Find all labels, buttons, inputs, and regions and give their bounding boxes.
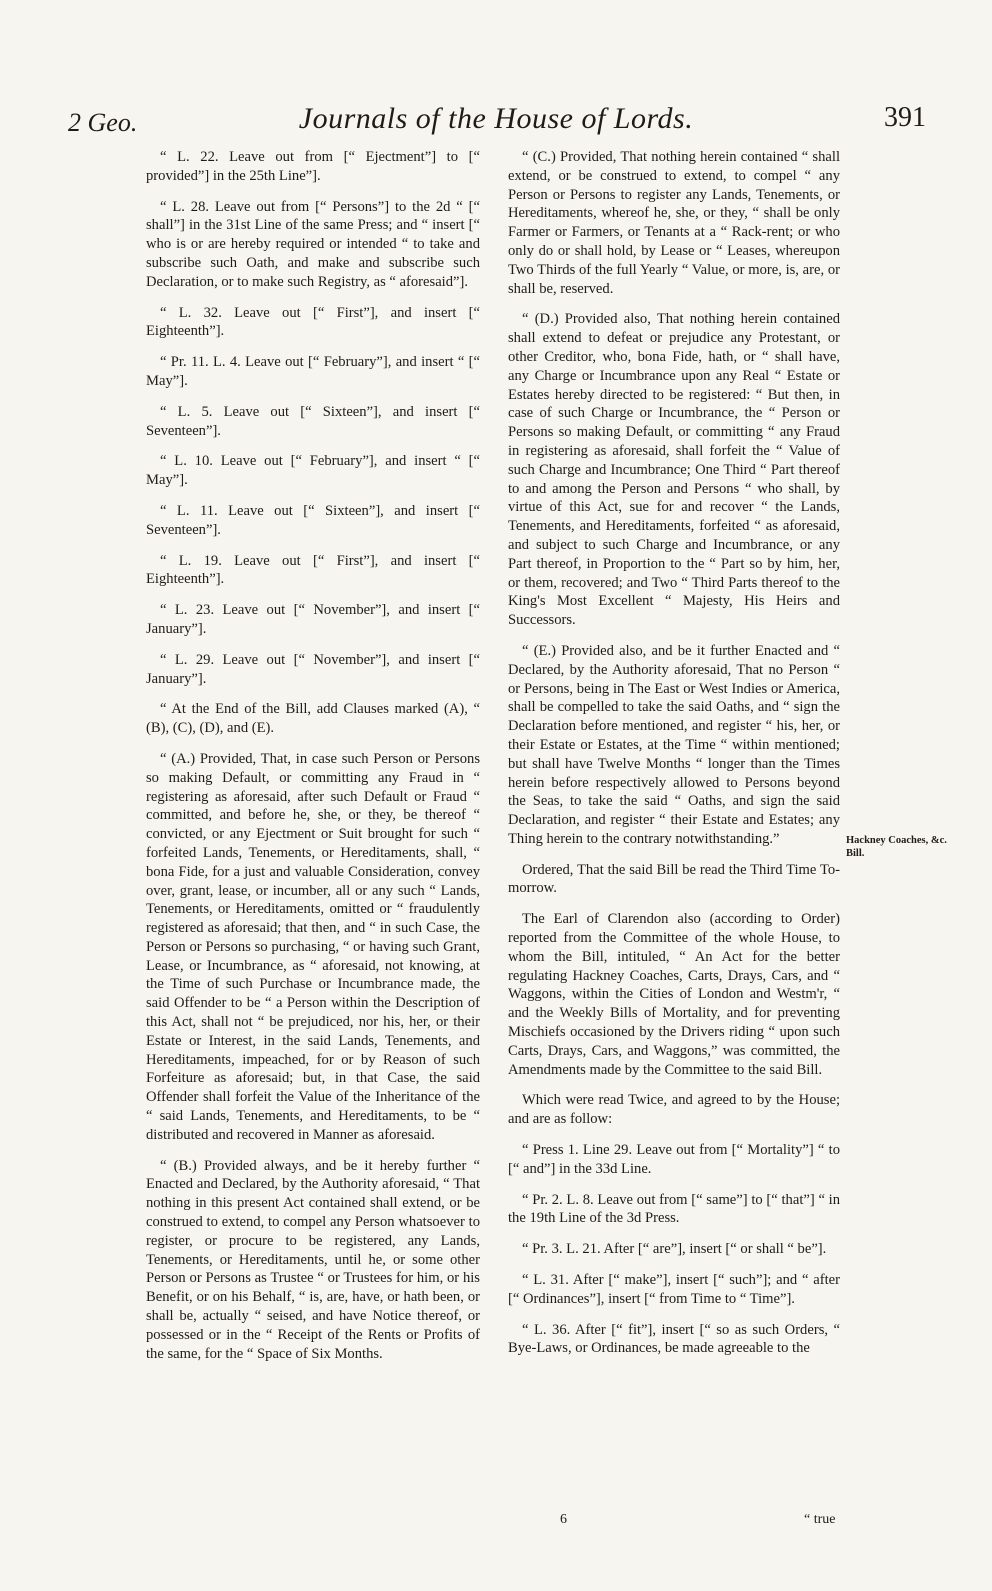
amendment-paragraph: “ L. 5. Leave out [“ Sixteen”], and insert [“ Seventeen”]. xyxy=(146,403,480,439)
clause-paragraph: “ (C.) Provided, That nothing herein contained “ shall extend, or be construed to extend, to compel “ any Person or Persons to register any Lands, Tenements, or Hereditaments, whereof he, she, or they, “ shall be only Farmer or Farmers, or Tenants at a “ Rack-rent; or who only do or shall hold, by Lease or “ Leases, whereupon Two Thirds of the full Yearly “ Value, or more, is, are, or shall be, reserved. xyxy=(508,149,840,297)
amendment-paragraph: “ L. 22. Leave out from [“ Ejectment”] to [“ provided”] in the 25th Line”]. xyxy=(146,149,480,184)
regnal-year: 2 Geo. xyxy=(68,108,138,137)
amendment-paragraph: “ At the End of the Bill, add Clauses marked (A), “ (B), (C), (D), and (E). xyxy=(146,701,480,737)
report-paragraph: The Earl of Clarendon also (according to Order) reported from the Committee of the whole House, to whom the Bill, intituled, “ An Act for the better regulating Hackney Coaches, Carts, Drays, Cars, and “ Waggons, within the Cities of London and Westm'r, “ and the Weekly Bills of Mortality, and for preventing Mischiefs occasioned by the Drivers riding “ upon such Carts, Drays, Cars, and Waggons,” was committed, the Amendments made by the Committee to the said Bill. xyxy=(508,911,840,1078)
amendment-paragraph: “ L. 29. Leave out [“ November”], and insert [“ January”]. xyxy=(146,651,480,687)
signature-mark: 6 xyxy=(560,1512,567,1527)
amendment-paragraph: “ L. 31. After [“ make”], insert [“ such”]; and “ after [“ Ordinances”], insert [“ from Time to “ Time”]. xyxy=(508,1272,840,1307)
page-number: 391 xyxy=(884,102,926,133)
amendment-paragraph: “ L. 10. Leave out [“ February”], and insert “ [“ May”]. xyxy=(146,453,480,489)
clause-paragraph: “ (A.) Provided, That, in case such Person or Persons so making Default, or committing any Fraud in “ registering as aforesaid, after such Default or Fraud “ committed, and before he, she, or they, be thereof “ convicted, or any Ejectment or Suit brought for such “ forfeited Lands, Tenements, or Hereditaments, shall, “ bona Fide, for a just and valuable Consideration, convey over, grant, lease, or incumber, all or any such “ Lands, Tenements, or Hereditaments, omitted or “ fraudulently registered as aforesaid; that then, and “ in such Case, the Person or Persons so purchasing, “ or having such Grant, Lease, or Incumbrance, as “ aforesaid, not knowing, at the Time of such Purchase or Incumbrance made, the said Offender to be “ a Person within the Description of this Act, shall not “ be prejudiced, nor his, her, or their Estate or Interest, in the said Lands, Tenements, and Hereditaments, impeached, for or by Reason of such Forfeiture as aforesaid; but, in that Case, the said Offender shall forfeit the Value of the Inheritance of the “ said Lands, Tenements, and Hereditaments, to be “ distributed and recovered in Manner as aforesaid. xyxy=(146,750,480,1143)
catchword: “ true xyxy=(804,1512,836,1527)
amendment-paragraph: “ Press 1. Line 29. Leave out from [“ Mortality”] “ to [“ and”] in the 33d Line. xyxy=(508,1142,840,1177)
clause-paragraph: “ (E.) Provided also, and be it further Enacted and “ Declared, by the Authority aforesaid, That no Person “ or Persons, being in The East or West Indies or America, shall be compelled to take the said Oaths, and “ sign the Declaration before mentioned, and register “ his, her, or their Estate or Estates, at the Time “ within mentioned; but shall have Twelve Months “ longer than the Times herein before respectively allowed to Persons beyond the Seas, to take the said “ Oaths, and sign the said Declaration, and register “ their Estate and Estates; any Thing herein to the contrary notwithstanding.” xyxy=(508,642,840,847)
amendment-paragraph: “ L. 28. Leave out from [“ Persons”] to the 2d “ [“ shall”] in the 31st Line of the same Press; and “ insert [“ who is or are hereby required or intended “ to take and subscribe such Oath, and make and subscribe such Declaration, or to make such Registry, as “ aforesaid”]. xyxy=(146,198,480,290)
clause-paragraph: “ (D.) Provided also, That nothing herein contained shall extend to defeat or prejudice any Protestant, or other Creditor, who, bona Fide, hath, or “ shall have, any Charge or Incumbrance upon any Real “ Estate or Estates hereby directed to be registered: “ But then, in case of such Charge or Incumbrance, the “ Person or Persons so making Default, or committing “ any Fraud in registering as aforesaid, shall forfeit the “ Value of such Charge and Incumbrance; One Third “ Part thereof to and among the Person and Persons “ who shall, by virtue of this Act, sue for and recover “ the Lands, Tenements, and Hereditaments, forfeited “ as aforesaid, and subject to such Charge and Incumbrance, or any Part thereof, in Proportion to the “ Part so by him, her, or them, recovered; and Two “ Third Parts thereof to the King's Most Excellent “ Majesty, His Heirs and Successors. xyxy=(508,311,840,629)
right-column xyxy=(508,148,840,1370)
clause-paragraph: “ (B.) Provided always, and be it hereby further “ Enacted and Declared, by the Authority aforesaid, “ That nothing in this present Act contained shall extend, or be construed to extend, to compel any Person whatsoever to register, or procure to be registered, any Lands, Tenements, or Hereditaments, until he, or some other Person or Persons as Trustee “ or Trustees for him, or his Benefit, or on his Behalf, “ is, are, have, or hath been, or shall be, actually “ seised, and have Notice thereof, or possessed or in the “ Receipt of the Rents or Profits of the same, for the “ Space of Six Months. xyxy=(146,1157,480,1362)
amendment-paragraph: “ L. 36. After [“ fit”], insert [“ so as such Orders, “ Bye-Laws, or Ordinances, be made agreeable to the xyxy=(508,1321,840,1357)
order-paragraph: Ordered, That the said Bill be read the Third Time To-morrow. xyxy=(508,861,840,897)
amendment-paragraph: “ L. 19. Leave out [“ First”], and insert [“ Eighteenth”]. xyxy=(146,552,480,588)
amendment-paragraph: “ Pr. 2. L. 8. Leave out from [“ same”] to [“ that”] “ in the 19th Line of the 3d Press. xyxy=(508,1191,840,1227)
margin-note: Hackney Coaches, &c. Bill. xyxy=(846,835,947,859)
amendment-paragraph: “ Pr. 3. L. 21. After [“ are”], insert [“ or shall “ be”]. xyxy=(522,1241,827,1258)
running-title: Journals of the House of Lords. xyxy=(298,102,694,135)
left-column xyxy=(146,148,480,1375)
amendment-paragraph: “ L. 11. Leave out [“ Sixteen”], and insert [“ Seventeen”]. xyxy=(146,502,480,538)
amendment-paragraph: “ Pr. 11. L. 4. Leave out [“ February”], and insert “ [“ May”]. xyxy=(146,354,480,389)
report-paragraph: Which were read Twice, and agreed to by the House; and are as follow: xyxy=(508,1092,840,1128)
amendment-paragraph: “ L. 32. Leave out [“ First”], and insert [“ Eighteenth”]. xyxy=(146,304,480,340)
page-header xyxy=(0,0,992,150)
amendment-paragraph: “ L. 23. Leave out [“ November”], and insert [“ January”]. xyxy=(146,602,480,637)
